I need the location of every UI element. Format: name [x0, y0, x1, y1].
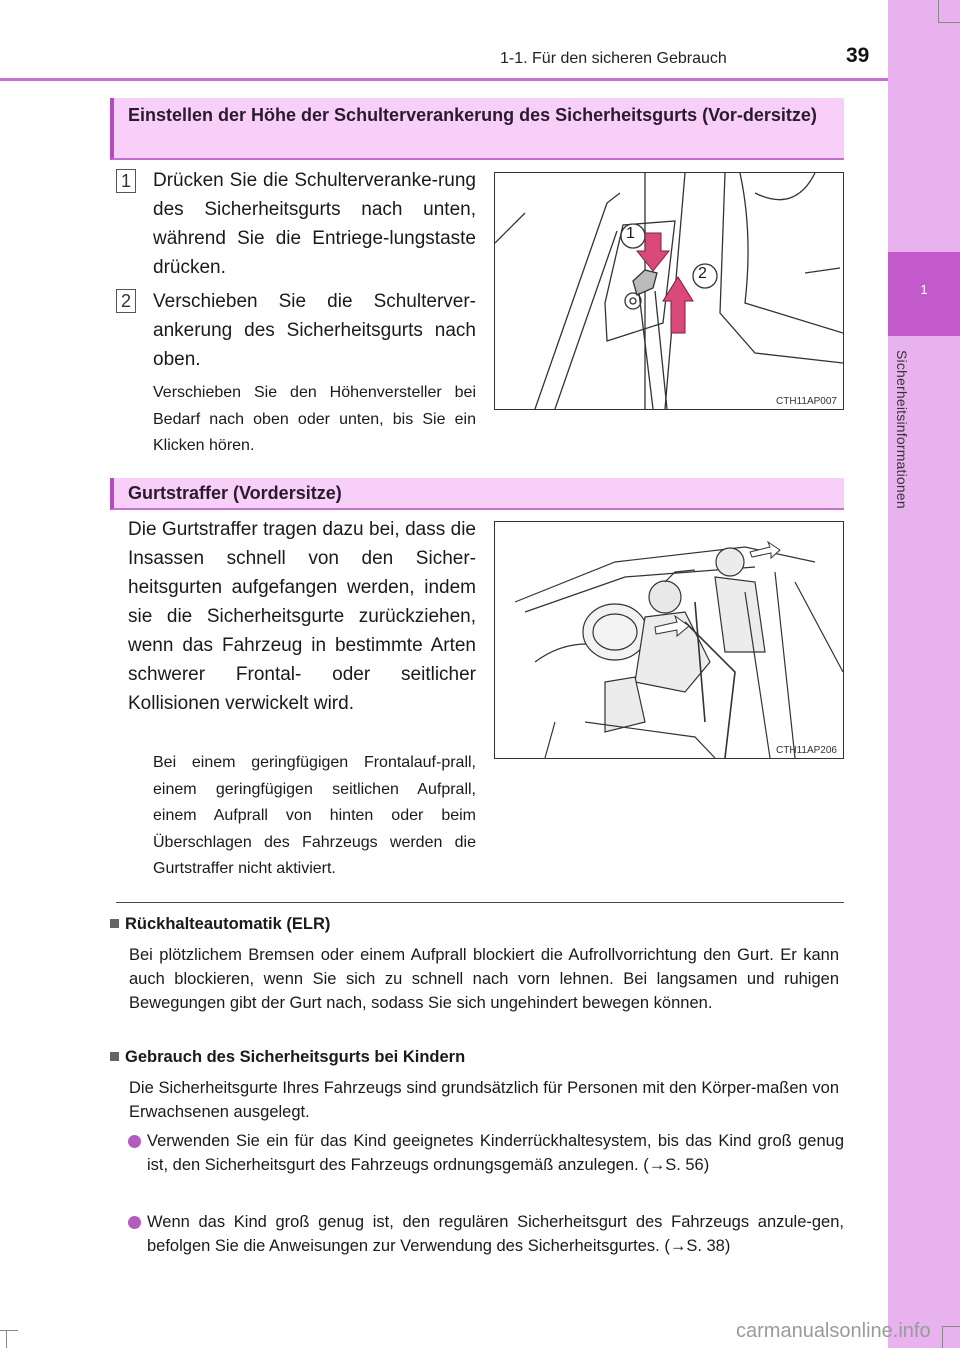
seatbelt-anchor-illustration	[495, 173, 843, 409]
crop-mark	[6, 1330, 7, 1348]
watermark: carmanualsonline.info	[736, 1320, 931, 1342]
bullet-text-2: Wenn das Kind groß genug ist, den regulären Sicherheitsgurt des Fahrzeugs anzule-gen, befolgen Sie die Anweisungen zur Verwendung des Sicherheitsgurtes. (→S. 38)	[147, 1213, 844, 1256]
chapter-label	[894, 350, 914, 570]
step-number-2: 2	[116, 289, 136, 313]
step-text-2: Verschieben Sie die Schulterver-ankerung des Sicherheitsgurts nach oben.	[153, 291, 476, 370]
figure-code: CTH11AP007	[776, 396, 837, 407]
header-rule	[0, 78, 888, 81]
figure-code: CTH11AP206	[776, 745, 837, 756]
section-title: 1-1. Für den sicheren Gebrauch	[500, 50, 727, 67]
crop-mark	[0, 1330, 18, 1331]
square-bullet-icon	[110, 919, 119, 928]
square-bullet-icon	[110, 1052, 119, 1061]
crop-mark	[938, 0, 939, 22]
callout-2: 2	[698, 265, 707, 282]
step-text-1: Drücken Sie die Schulterveranke-rung des Sicherheitsgurts nach unten, während Sie die Entriege-lungstaste drücken.	[153, 170, 476, 278]
round-bullet-icon	[128, 1216, 141, 1229]
step-note: Verschieben Sie den Höhenversteller bei Bedarf nach oben oder unten, bis Sie ein Klicken hören.	[153, 384, 476, 454]
crop-mark	[938, 22, 960, 23]
note-text-elr: Bei plötzlichem Bremsen oder einem Aufprall blockiert die Aufrollvorrichtung den Gurt. Er kann auch blockieren, wenn Sie sich zu schnell nach vorn lehnen. Bei langsamen und ruhigen Bewegungen gibt der Gurt nach, sodass Sie sich ungehindert bewegen können.	[129, 946, 839, 1013]
chapter-number: 1	[920, 282, 928, 297]
chapter-label-text: Sicherheitsinformationen	[894, 350, 910, 509]
note-heading-elr	[110, 915, 330, 934]
note-heading-elr-text: Rückhalteautomatik (ELR)	[125, 915, 331, 933]
figure-pretensioner	[494, 521, 844, 759]
figure-shoulder-anchor	[494, 172, 844, 410]
pretensioner-note: Bei einem geringfügigen Frontalauf-prall, einem geringfügigen seitlichen Aufprall, einem Aufprall von hinten oder beim Überschlagen des Fahrzeugs werden die Gurtstraffer nicht aktiviert.	[153, 754, 476, 877]
note-text-children: Die Sicherheitsgurte Ihres Fahrzeugs sind grundsätzlich für Personen mit den Körper-maßen von Erwachsenen ausgelegt.	[129, 1079, 839, 1122]
pretensioner-text: Die Gurtstraffer tragen dazu bei, dass die Insassen schnell von den Sicher-heitsgurten aufgefangen werden, indem sie die Sicherheitsgurte zurückziehen, wenn das Fahrzeug in bestimmte Arten schwerer Frontal- oder seitlicher Kollisionen verwickelt wird.	[128, 519, 476, 714]
crop-mark	[942, 1326, 943, 1348]
bullet-text-1: Verwenden Sie ein für das Kind geeignetes Kinderrückhaltesystem, bis das Kind groß genug ist, den Sicherheitsgurt des Fahrzeugs ordnungsgemäß anzulegen. (→S. 56)	[147, 1132, 844, 1175]
step-number-1: 1	[116, 169, 136, 193]
section-divider	[116, 902, 844, 903]
note-heading-children	[110, 1048, 465, 1067]
note-heading-children-text: Gebrauch des Sicherheitsgurts bei Kindern	[125, 1048, 466, 1066]
page-number: 39	[846, 44, 870, 67]
callout-1: 1	[626, 225, 635, 242]
section-heading-shoulder-anchor: Einstellen der Höhe der Schulterverankerung des Sicherheitsgurts (Vor-dersitze)	[110, 98, 844, 160]
section-heading-pretensioner: Gurtstraffer (Vordersitze)	[110, 478, 844, 510]
round-bullet-icon	[128, 1135, 141, 1148]
crop-mark	[942, 1326, 960, 1327]
chapter-tab-strip	[888, 0, 960, 1348]
car-interior-illustration	[495, 522, 843, 758]
